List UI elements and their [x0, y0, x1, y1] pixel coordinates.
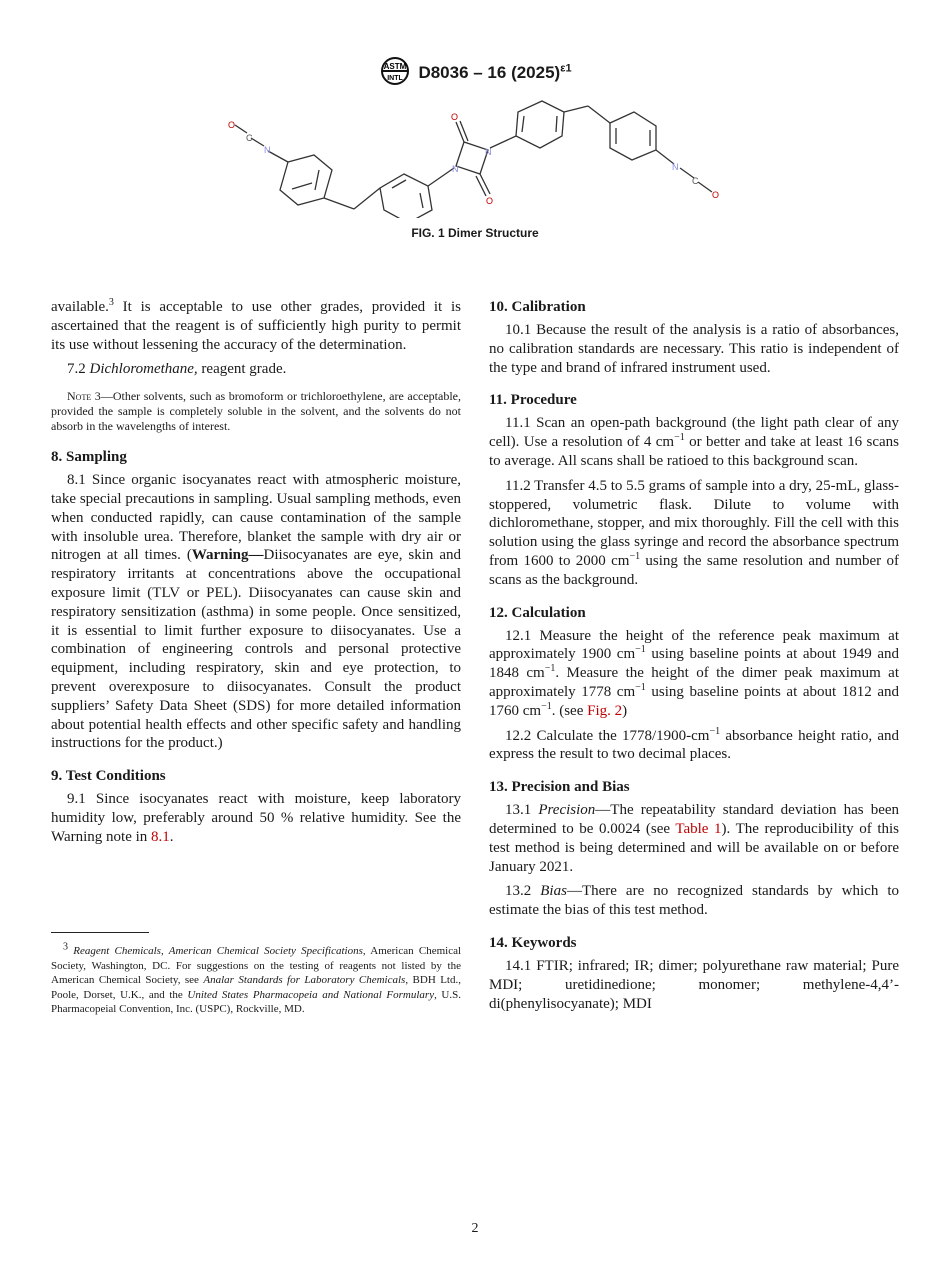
svg-text:INTL: INTL	[387, 75, 404, 82]
atom-n-left: N	[264, 145, 271, 155]
footnote-3: $^3$ Reagent Chemicals, American Chemical Society Specifications, American Chemical Society, Washington, DC. For suggestions on the testing of reagents not listed by the American Chemical Society, see Analar Standards for Laboratory Chemicals, BDH Ltd., Poole, Dorset, U.K., and the United States Pharmacopeia and National Formulary, U.S. Pharmacopeial Convention, Inc. (USPC), Rockville, MD.	[51, 941, 462, 1015]
footnote-divider	[51, 932, 149, 933]
paragraph-12-1: 12.1 Measure the height of the reference peak maximum at approximately 1900 $cm^{-1}$ using baseline points at about 1949 and 1848 $cm^{-1}$. Measure the height of the dimer peak maximum at approximately 1778 $cm^{-1}$ using baseline points at about 1812 and 1760 $cm^{-1}$. (see Fig. 2)	[489, 627, 899, 719]
page-number: 2	[471, 1221, 479, 1236]
atom-o-top: O	[451, 112, 459, 122]
atom-n-ring-2: N	[485, 147, 492, 157]
paragraph-12-2: 12.2 Calculate the $1778/1900-cm^{-1}$ absorbance height ratio, and express the result to two decimal places.	[489, 725, 900, 763]
svg-text:ASTM: ASTM	[384, 62, 407, 71]
dimer-structure-figure	[220, 98, 730, 218]
paragraph-11-1: 11.1 Scan an open-path background (the light path clear of any cell). Use a resolution of 4 $cm^{-1}$ or better and take at least 16 scans to average. All scans shall be ratioed to this background scan.	[489, 415, 899, 469]
paragraph-13-2: 13.2 Bias—There are no recognized standards by which to estimate the bias of this test method.	[489, 883, 900, 919]
paragraph-available: available.$^3$ It is acceptable to use other grades, provided it is ascertained that the reagent is of sufficiently high purity to permit its use without lessening the accuracy of the determination.	[51, 297, 461, 353]
atom-n-right: N	[672, 162, 679, 172]
paragraph-8-1: 8.1 Since organic isocyanates react with atmospheric moisture, take special precautions in sampling. Usual sampling methods, even when conducted rapidly, can cause contamination of the sample with insoluble urea. Therefore, blanket the sample with dry air or nitrogen at all times. (Warning—Diisocyanates are eye, skin and respiratory irritants at concentrations above the occupational exposure limit (TLV or PEL). Diisocyanates can cause skin and respiratory sensitization (asthma) in some people. Once sensitized, it is essential to limit further exposure to diisocyanates. Use a combination of engineering controls and personal protective equipment, including respiratory, skin and eye protection, to prevent overexposure to diisocyanates. Consult the product suppliers’ Safety Data Sheet (SDS) for more detailed information about potential health effects and other specific safety and handling instructions for the product.)	[51, 472, 461, 752]
paragraph-11-2: 11.2 Transfer 4.5 to 5.5 grams of sample into a dry, 25-mL, glass-stoppered, volumetric flask. Dilute to volume with dichloromethane, stopper, and mix thoroughly. Fill the cell with this solution using the glass syringe and record the absorbance spectrum from 1600 to 2000 $cm^{-1}$ using the same resolution and number of scans as the background.	[489, 477, 899, 588]
section-heading-precision-bias: 13. Precision and Bias	[489, 779, 630, 796]
page-header	[0, 56, 950, 91]
designation: D8036 – 16 (2025)	[418, 62, 561, 82]
atom-o-bottom: O	[486, 196, 494, 206]
section-heading-test-conditions: 9. Test Conditions	[51, 768, 166, 785]
section-heading-procedure: 11. Procedure	[489, 392, 577, 409]
atom-n-ring-1: N	[452, 164, 459, 174]
section-heading-calculation: 12. Calculation	[489, 604, 586, 621]
paragraph-14-1: 14.1 FTIR; infrared; IR; dimer; polyurethane raw material; Pure MDI; uretidinedione; monomer; methylene-4,4’- di(phenylisocyanate); MDI	[489, 957, 899, 1012]
figure-caption: FIG. 1 Dimer Structure	[411, 226, 539, 240]
section-heading-sampling: 8. Sampling	[51, 449, 127, 466]
atom-o-left: O	[228, 120, 236, 130]
paragraph-10-1: 10.1 Because the result of the analysis is a ratio of absorbances, no calibration standards are necessary. This ratio is independent of the type and brand of infrared instrument used.	[489, 322, 899, 376]
paragraph-7-2: 7.2 Dichloromethane, reagent grade.	[67, 361, 287, 378]
paragraph-9-1: 9.1 Since isocyanates react with moisture, keep laboratory humidity low, preferably around 50 % relative humidity. See the Warning note in 8.1.	[51, 791, 461, 845]
note-3: Note 3—Other solvents, such as bromoform or trichloroethylene, are acceptable, provided the sample is completely soluble in the solvent, and the solvents do not absorb in the wavelengths of interest.	[51, 389, 462, 434]
atom-c-left: C	[246, 133, 253, 143]
link-fig-2[interactable]: Fig. 2	[587, 702, 623, 719]
section-heading-keywords: 14. Keywords	[489, 934, 577, 951]
atom-o-right: O	[712, 190, 720, 200]
edition-superscript: ε1	[560, 62, 572, 75]
astm-logo-icon	[378, 56, 412, 91]
left-column	[51, 298, 461, 853]
right-column	[489, 298, 899, 1019]
link-8-1[interactable]: 8.1	[151, 828, 170, 845]
atom-c-right: C	[692, 176, 699, 186]
section-heading-calibration: 10. Calibration	[489, 299, 586, 315]
link-table-1[interactable]: Table 1	[675, 820, 722, 837]
paragraph-13-1: 13.1 Precision—The repeatability standard deviation has been determined to be 0.0024 (see Table 1). The reproducibility of this test method is being determined and will be available on or before January 2021.	[489, 802, 900, 875]
